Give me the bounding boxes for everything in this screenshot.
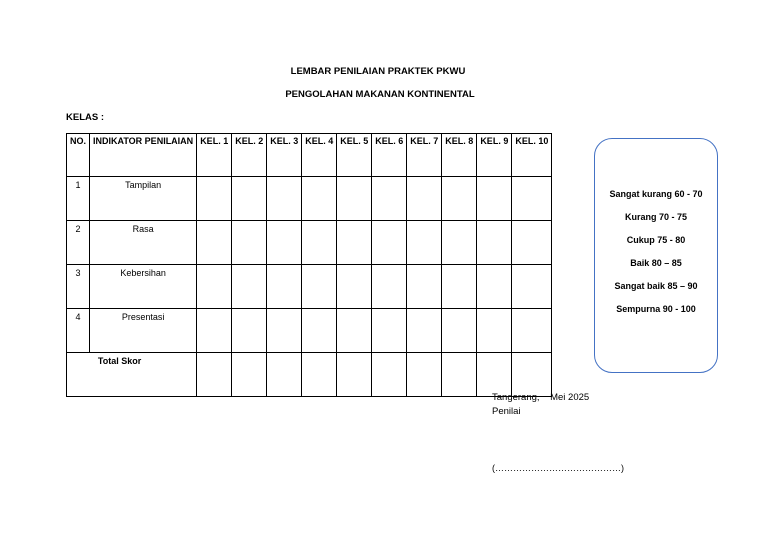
score-cell[interactable] [302,265,337,309]
score-cell[interactable] [302,177,337,221]
score-cell[interactable] [197,309,232,353]
row-number: 3 [67,265,90,309]
header-kel-10: KEL. 10 [512,134,552,177]
total-skor-label: Total Skor [67,353,197,397]
score-cell[interactable] [197,221,232,265]
grading-legend-list [595,187,717,325]
score-cell[interactable] [302,309,337,353]
score-cell[interactable] [512,265,552,309]
header-kel-6: KEL. 6 [372,134,407,177]
score-cell[interactable] [407,221,442,265]
score-cell[interactable] [337,177,372,221]
score-cell[interactable] [477,221,512,265]
header-kel-2: KEL. 2 [232,134,267,177]
score-cell[interactable] [337,221,372,265]
total-cell[interactable] [442,353,477,397]
total-cell[interactable] [302,353,337,397]
header-kel-4: KEL. 4 [302,134,337,177]
score-cell[interactable] [372,221,407,265]
score-cell[interactable] [267,265,302,309]
score-cell[interactable] [407,177,442,221]
assessment-table [66,133,552,397]
kelas-label: KELAS : [66,112,104,123]
header-kel-7: KEL. 7 [407,134,442,177]
header-no: NO. [67,134,90,177]
header-indikator: INDIKATOR PENILAIAN [90,134,197,177]
score-cell[interactable] [372,265,407,309]
total-cell[interactable] [407,353,442,397]
score-cell[interactable] [442,221,477,265]
score-cell[interactable] [232,265,267,309]
score-cell[interactable] [407,309,442,353]
row-indikator: Tampilan [90,177,197,221]
legend-item: Sempurna 90 - 100 [616,304,696,314]
legend-item: Baik 80 – 85 [630,258,682,268]
score-cell[interactable] [267,221,302,265]
table-row [67,309,552,353]
row-number: 4 [67,309,90,353]
score-cell[interactable] [232,221,267,265]
score-cell[interactable] [302,221,337,265]
table-row [67,221,552,265]
score-cell[interactable] [372,309,407,353]
signature-line: (……………………………………) [492,463,624,473]
score-cell[interactable] [232,177,267,221]
place-date: Tangerang, Mei 2025 [492,392,590,403]
grading-legend-box [594,138,718,373]
row-indikator: Presentasi [90,309,197,353]
row-indikator: Kebersihan [90,265,197,309]
score-cell[interactable] [477,177,512,221]
table-header-row [67,134,552,177]
total-cell[interactable] [337,353,372,397]
row-number: 2 [67,221,90,265]
score-cell[interactable] [267,177,302,221]
score-cell[interactable] [512,309,552,353]
score-cell[interactable] [232,309,267,353]
total-cell[interactable] [372,353,407,397]
total-cell[interactable] [197,353,232,397]
legend-item: Cukup 75 - 80 [626,235,686,245]
penilai-label: Penilai [492,406,521,417]
score-cell[interactable] [442,265,477,309]
score-cell[interactable] [267,309,302,353]
score-cell[interactable] [197,177,232,221]
legend-item: Sangat baik 85 – 90 [614,281,698,291]
table-row [67,265,552,309]
row-number: 1 [67,177,90,221]
score-cell[interactable] [477,309,512,353]
score-cell[interactable] [512,177,552,221]
header-kel-9: KEL. 9 [477,134,512,177]
total-row [67,353,552,397]
score-cell[interactable] [407,265,442,309]
score-cell[interactable] [372,177,407,221]
header-kel-8: KEL. 8 [442,134,477,177]
score-cell[interactable] [337,309,372,353]
legend-item: Kurang 70 - 75 [624,212,688,222]
total-cell[interactable] [267,353,302,397]
legend-item: Sangat kurang 60 - 70 [609,189,703,199]
score-cell[interactable] [442,309,477,353]
score-cell[interactable] [197,265,232,309]
score-cell[interactable] [512,221,552,265]
score-cell[interactable] [337,265,372,309]
table-row [67,177,552,221]
header-kel-5: KEL. 5 [337,134,372,177]
row-indikator: Rasa [90,221,197,265]
total-cell[interactable] [477,353,512,397]
document-subtitle: PENGOLAHAN MAKANAN KONTINENTAL [285,89,475,100]
total-cell[interactable] [512,353,552,397]
document-title: LEMBAR PENILAIAN PRAKTEK PKWU [290,66,466,77]
header-kel-1: KEL. 1 [197,134,232,177]
total-cell[interactable] [232,353,267,397]
score-cell[interactable] [442,177,477,221]
header-kel-3: KEL. 3 [267,134,302,177]
score-cell[interactable] [477,265,512,309]
